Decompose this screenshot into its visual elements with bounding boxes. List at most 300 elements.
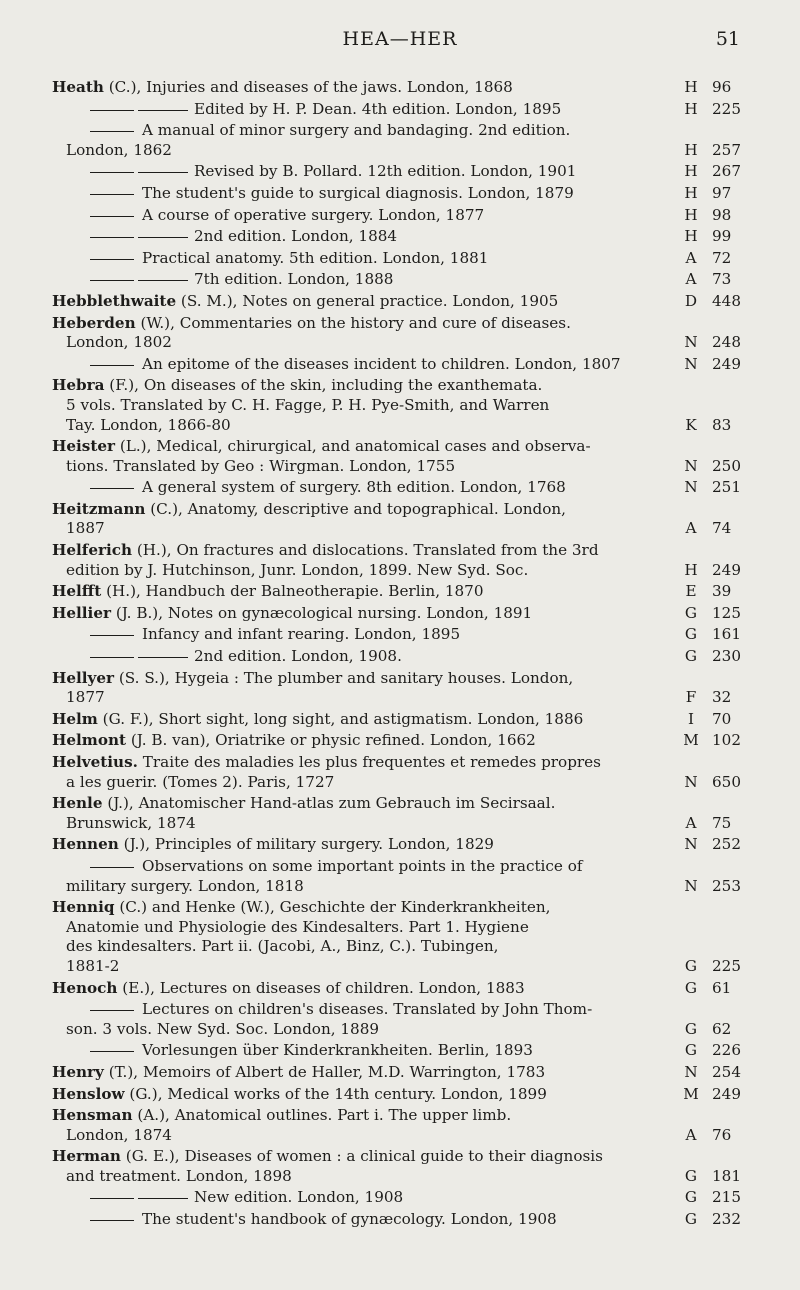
- entry-title: (G. E.), Diseases of women : a clinical guide to their diagnosis: [120, 1147, 603, 1166]
- shelf-letter: N: [684, 456, 698, 475]
- shelf-number: 97: [712, 183, 732, 202]
- entry-line: [0, 835, 800, 855]
- entry-text: [66, 773, 334, 793]
- ditto-dash: [90, 1051, 134, 1052]
- entry-line: [0, 78, 800, 98]
- shelf-number: 161: [712, 625, 741, 644]
- shelf-number: 650: [712, 772, 741, 791]
- shelf-letter: H: [684, 78, 698, 96]
- shelf-letter: A: [685, 1125, 697, 1144]
- ditto-dash: [90, 259, 134, 260]
- catalogue-entry: [0, 292, 800, 312]
- shelf-number: 61: [712, 978, 732, 997]
- catalogue-entry: [0, 1063, 800, 1083]
- entry-line: [0, 857, 800, 877]
- entry-list: [0, 78, 800, 1232]
- entry-title: (L.), Medical, chirurgical, and anatomical cases and observa-: [115, 437, 591, 456]
- shelf-number: 249: [712, 1084, 741, 1103]
- catalogue-entry: [0, 314, 800, 353]
- ditto-dash: [90, 1198, 134, 1199]
- shelf-letter: E: [685, 582, 697, 601]
- author-name: Herman: [52, 1147, 121, 1166]
- shelf-letter: D: [684, 291, 698, 310]
- entry-text: [52, 437, 591, 457]
- entry-text: [66, 957, 119, 977]
- entry-line: [0, 1126, 800, 1146]
- entry-text: [52, 314, 571, 334]
- entry-title: (J. B. van), Oriatrike or physic refined. London, 1662: [126, 731, 536, 750]
- shelf-number: 249: [712, 560, 741, 579]
- shelf-number: 99: [712, 227, 732, 246]
- entry-line: [0, 437, 800, 457]
- shelf-letter: G: [684, 1188, 698, 1207]
- entry-title: A manual of minor surgery and bandaging. 2nd edition.: [142, 121, 571, 140]
- entry-text: [52, 794, 555, 814]
- entry-line: [0, 100, 800, 120]
- shelf-letter: M: [683, 1084, 699, 1103]
- shelf-letter: K: [685, 415, 697, 434]
- entry-line: [0, 979, 800, 999]
- catalogue-entry: [0, 794, 800, 833]
- shelf-number: 73: [712, 270, 732, 289]
- entry-text: [142, 857, 583, 877]
- entry-text: [52, 582, 484, 602]
- entry-title: (G. F.), Short sight, long sight, and astigmatism. London, 1886: [97, 709, 584, 728]
- entry-line: [0, 561, 800, 581]
- catalogue-entry: [0, 206, 800, 226]
- running-title: HEA—HER: [342, 28, 458, 50]
- catalogue-entry: [0, 227, 800, 247]
- author-name: Helvetius.: [52, 753, 138, 771]
- ditto-dash: [90, 365, 134, 366]
- shelf-letter: H: [684, 227, 698, 246]
- entry-title: tions. Translated by Geo : Wirgman. London, 1755: [66, 456, 456, 475]
- entry-line: [0, 1188, 800, 1208]
- entry-title: (G.), Medical works of the 14th century. London, 1899: [124, 1084, 547, 1103]
- entry-title: Vorlesungen über Kinderkrankheiten. Berlin, 1893: [142, 1041, 533, 1060]
- entry-line: [0, 355, 800, 375]
- entry-line: [0, 416, 800, 436]
- shelf-letter: A: [685, 270, 697, 289]
- entry-text: [142, 625, 460, 645]
- shelf-number: 39: [712, 582, 732, 601]
- ditto-dash: [90, 216, 134, 217]
- shelf-number: 448: [712, 291, 741, 310]
- catalogue-entry: [0, 355, 800, 375]
- author-name: Hellier: [52, 603, 111, 622]
- entry-text: [52, 292, 558, 312]
- author-name: Henoch: [52, 978, 118, 997]
- shelf-number: 257: [712, 140, 741, 159]
- entry-line: [0, 688, 800, 708]
- shelf-letter: H: [684, 162, 698, 181]
- entry-text: [142, 184, 574, 204]
- entry-line: [0, 794, 800, 814]
- shelf-letter: A: [685, 519, 697, 538]
- entry-line: [0, 1106, 800, 1126]
- entry-text: [66, 396, 549, 416]
- entry-line: [0, 1210, 800, 1230]
- entry-text: [66, 1020, 379, 1040]
- author-name: Henle: [52, 794, 103, 813]
- catalogue-entry: [0, 835, 800, 855]
- shelf-letter: G: [684, 625, 698, 644]
- catalogue-entry: [0, 1041, 800, 1061]
- author-name: Helferich: [52, 541, 133, 560]
- catalogue-entry: [0, 162, 800, 182]
- shelf-number: 98: [712, 205, 732, 224]
- entry-line: [0, 141, 800, 161]
- shelf-letter: H: [684, 99, 698, 118]
- shelf-letter: N: [684, 478, 698, 497]
- shelf-number: 232: [712, 1210, 741, 1229]
- entry-line: [0, 957, 800, 977]
- entry-line: [0, 877, 800, 897]
- entry-text: [66, 561, 528, 581]
- catalogue-entry: [0, 710, 800, 730]
- entry-line: [0, 731, 800, 751]
- catalogue-entry: [0, 541, 800, 580]
- shelf-letter: N: [684, 1062, 698, 1081]
- entry-line: [0, 647, 800, 667]
- entry-text: [52, 979, 525, 999]
- entry-line: [0, 162, 800, 182]
- entry-line: [0, 227, 800, 247]
- catalogue-entry: [0, 898, 800, 976]
- ditto-dash: [90, 635, 134, 636]
- entry-title: London, 1802: [66, 333, 172, 352]
- shelf-number: 62: [712, 1019, 732, 1038]
- shelf-letter: N: [684, 354, 698, 373]
- entry-title: London, 1862: [66, 140, 172, 159]
- entry-title: 1881-2: [66, 956, 120, 975]
- entry-line: [0, 541, 800, 561]
- entry-title: Edited by H. P. Dean. 4th edition. London, 1895: [194, 99, 562, 118]
- ditto-dash: [90, 280, 134, 281]
- entry-text: [66, 416, 231, 436]
- shelf-number: 181: [712, 1166, 741, 1185]
- catalogue-entry: [0, 500, 800, 539]
- ditto-dash: [90, 194, 134, 195]
- entry-text: [52, 669, 573, 689]
- author-name: Heath: [52, 78, 104, 96]
- entry-text: [142, 249, 488, 269]
- shelf-number: 225: [712, 99, 741, 118]
- ditto-dash: [90, 867, 134, 868]
- entry-line: [0, 1063, 800, 1083]
- catalogue-entry: [0, 184, 800, 204]
- entry-text: [66, 519, 105, 539]
- entry-title: (S. S.), Hygeia : The plumber and sanitary houses. London,: [114, 668, 574, 687]
- entry-title: (E.), Lectures on diseases of children. London, 1883: [117, 978, 525, 997]
- author-name: Henniq: [52, 898, 115, 917]
- entry-line: [0, 206, 800, 226]
- ditto-dash: [138, 237, 188, 238]
- shelf-letter: G: [684, 1210, 698, 1229]
- entry-line: [0, 376, 800, 396]
- shelf-letter: A: [685, 813, 697, 832]
- shelf-letter: N: [684, 876, 698, 895]
- shelf-letter: G: [684, 603, 698, 622]
- entry-line: [0, 121, 800, 141]
- entry-line: [0, 773, 800, 793]
- entry-text: [142, 355, 621, 375]
- entry-title: (H.), Handbuch der Balneotherapie. Berlin, 1870: [101, 582, 484, 601]
- entry-title: (W.), Commentaries on the history and cure of diseases.: [135, 313, 571, 332]
- entry-title: 1887: [66, 519, 105, 538]
- author-name: Henry: [52, 1062, 104, 1081]
- ditto-dash: [138, 172, 188, 173]
- entry-text: [142, 206, 484, 226]
- catalogue-entry: [0, 857, 800, 896]
- entry-line: [0, 669, 800, 689]
- catalogue-entry: [0, 376, 800, 435]
- shelf-number: 70: [712, 709, 732, 728]
- author-name: Henslow: [52, 1084, 125, 1103]
- entry-title: Anatomie und Physiologie des Kindesalters. Part 1. Hygiene: [66, 917, 529, 936]
- entry-text: [142, 478, 566, 498]
- shelf-letter: H: [684, 183, 698, 202]
- catalogue-entry: [0, 604, 800, 624]
- entry-title: (T.), Memoirs of Albert de Haller, M.D. Warrington, 1783: [103, 1062, 546, 1081]
- author-name: Helm: [52, 709, 98, 728]
- author-name: Heister: [52, 437, 116, 456]
- shelf-letter: G: [684, 1041, 698, 1060]
- ditto-dash: [90, 172, 134, 173]
- entry-title: and treatment. London, 1898: [66, 1166, 292, 1185]
- shelf-number: 32: [712, 688, 732, 707]
- catalogue-entry: [0, 625, 800, 645]
- entry-text: [194, 270, 393, 290]
- entry-line: [0, 478, 800, 498]
- entry-title: (C.), Injuries and diseases of the jaws. London, 1868: [103, 78, 513, 96]
- entry-title: military surgery. London, 1818: [66, 876, 304, 895]
- entry-text: [66, 937, 498, 957]
- entry-title: A course of operative surgery. London, 1877: [142, 205, 485, 224]
- entry-title: (J.), Anatomischer Hand-atlas zum Gebrauch im Secirsaal.: [102, 794, 556, 813]
- page-number: 51: [715, 28, 740, 50]
- shelf-number: 225: [712, 956, 741, 975]
- catalogue-entry: [0, 1106, 800, 1145]
- ditto-dash: [138, 657, 188, 658]
- author-name: Hebra: [52, 376, 105, 395]
- catalogue-entry: [0, 437, 800, 476]
- shelf-number: 249: [712, 354, 741, 373]
- catalogue-entry: [0, 1000, 800, 1039]
- shelf-number: 96: [712, 78, 732, 96]
- shelf-letter: H: [684, 205, 698, 224]
- shelf-letter: A: [685, 248, 697, 267]
- entry-line: [0, 333, 800, 353]
- catalogue-entry: [0, 478, 800, 498]
- author-name: Hellyer: [52, 668, 115, 687]
- shelf-number: 226: [712, 1041, 741, 1060]
- entry-text: [66, 918, 529, 938]
- entry-text: [142, 121, 570, 141]
- entry-title: 5 vols. Translated by C. H. Fagge, P. H. Pye-Smith, and Warren: [66, 395, 550, 414]
- entry-text: [52, 376, 542, 396]
- entry-line: [0, 1085, 800, 1105]
- catalogue-entry: [0, 979, 800, 999]
- entry-title: 2nd edition. London, 1884: [194, 227, 398, 246]
- shelf-number: 125: [712, 603, 741, 622]
- entry-text: [142, 1041, 533, 1061]
- entry-title: son. 3 vols. New Syd. Soc. London, 1889: [66, 1019, 380, 1038]
- catalogue-entry: [0, 100, 800, 120]
- shelf-number: 250: [712, 456, 741, 475]
- entry-text: [66, 1167, 292, 1187]
- catalogue-entry: [0, 1147, 800, 1186]
- author-name: Helfft: [52, 582, 102, 601]
- catalogue-entry: [0, 1210, 800, 1230]
- entry-text: [52, 898, 550, 918]
- entry-title: The student's handbook of gynæcology. London, 1908: [142, 1210, 557, 1229]
- entry-title: The student's guide to surgical diagnosis. London, 1879: [142, 183, 574, 202]
- shelf-number: 74: [712, 519, 732, 538]
- shelf-letter: H: [684, 560, 698, 579]
- entry-text: [66, 814, 196, 834]
- author-name: Hensman: [52, 1106, 133, 1125]
- entry-title: Traite des maladies les plus frequentes et remedes propres: [137, 753, 601, 771]
- entry-title: London, 1874: [66, 1125, 172, 1144]
- page-header: [0, 28, 800, 58]
- shelf-letter: G: [684, 978, 698, 997]
- entry-title: An epitome of the diseases incident to children. London, 1807: [142, 354, 621, 373]
- catalogue-entry: [0, 121, 800, 160]
- entry-line: [0, 249, 800, 269]
- ditto-dash: [90, 237, 134, 238]
- entry-title: New edition. London, 1908: [194, 1188, 404, 1207]
- entry-line: [0, 1167, 800, 1187]
- ditto-dash: [90, 657, 134, 658]
- entry-line: [0, 1020, 800, 1040]
- shelf-number: 254: [712, 1062, 741, 1081]
- catalogue-entry: [0, 753, 800, 792]
- entry-title: A general system of surgery. 8th edition. London, 1768: [142, 478, 566, 497]
- entry-text: [194, 1188, 403, 1208]
- entry-title: Practical anatomy. 5th edition. London, 1881: [142, 248, 489, 267]
- entry-line: [0, 1041, 800, 1061]
- entry-line: [0, 500, 800, 520]
- entry-title: Lectures on children's diseases. Translated by John Thom-: [142, 1000, 593, 1019]
- entry-text: [66, 1126, 172, 1146]
- entry-title: a les guerir. (Tomes 2). Paris, 1727: [66, 772, 335, 791]
- entry-text: [52, 1085, 547, 1105]
- entry-text: [52, 731, 536, 751]
- entry-line: [0, 1147, 800, 1167]
- entry-line: [0, 937, 800, 957]
- entry-text: [52, 710, 583, 730]
- author-name: Hennen: [52, 835, 119, 854]
- entry-text: [142, 1210, 557, 1230]
- entry-text: [52, 500, 566, 520]
- entry-title: (F.), On diseases of the skin, including the exanthemata.: [104, 376, 543, 395]
- ditto-dash: [90, 131, 134, 132]
- author-name: Heitzmann: [52, 499, 146, 518]
- catalogue-entry: [0, 270, 800, 290]
- entry-title: edition by J. Hutchinson, Junr. London, 1899. New Syd. Soc.: [66, 560, 529, 579]
- entry-line: [0, 396, 800, 416]
- shelf-number: 251: [712, 478, 741, 497]
- ditto-dash: [90, 488, 134, 489]
- entry-text: [66, 688, 105, 708]
- entry-text: [52, 835, 494, 855]
- entry-text: [52, 1063, 545, 1083]
- catalogue-entry: [0, 731, 800, 751]
- entry-title: Revised by B. Pollard. 12th edition. London, 1901: [194, 162, 577, 181]
- entry-title: (C.), Anatomy, descriptive and topographical. London,: [145, 499, 566, 518]
- entry-line: [0, 898, 800, 918]
- shelf-letter: N: [684, 772, 698, 791]
- shelf-number: 75: [712, 813, 732, 832]
- entry-line: [0, 314, 800, 334]
- entry-title: (J. B.), Notes on gynæcological nursing. London, 1891: [111, 603, 533, 622]
- ditto-dash: [138, 280, 188, 281]
- catalogue-entry: [0, 647, 800, 667]
- shelf-number: 248: [712, 333, 741, 352]
- entry-title: des kindesalters. Part ii. (Jacobi, A., Binz, C.). Tubingen,: [66, 937, 499, 956]
- shelf-letter: H: [684, 140, 698, 159]
- shelf-letter: G: [684, 1166, 698, 1185]
- shelf-letter: I: [688, 709, 694, 728]
- catalogue-entry: [0, 1188, 800, 1208]
- shelf-number: 230: [712, 647, 741, 666]
- shelf-number: 72: [712, 248, 732, 267]
- ditto-dash: [90, 1220, 134, 1221]
- entry-title: Observations on some important points in the practice of: [142, 856, 583, 875]
- entry-title: 7th edition. London, 1888: [194, 270, 394, 289]
- entry-text: [52, 604, 532, 624]
- entry-title: Brunswick, 1874: [66, 813, 196, 832]
- shelf-letter: F: [685, 688, 697, 707]
- entry-title: 2nd edition. London, 1908.: [194, 647, 402, 666]
- entry-text: [66, 877, 304, 897]
- entry-text: [52, 1106, 511, 1126]
- entry-text: [52, 753, 601, 773]
- entry-text: [66, 141, 172, 161]
- shelf-number: 83: [712, 415, 732, 434]
- entry-line: [0, 457, 800, 477]
- shelf-letter: N: [684, 333, 698, 352]
- entry-line: [0, 918, 800, 938]
- shelf-number: 252: [712, 835, 741, 854]
- entry-text: [66, 333, 172, 353]
- shelf-letter: N: [684, 835, 698, 854]
- entry-title: 1877: [66, 688, 105, 707]
- entry-line: [0, 270, 800, 290]
- catalogue-entry: [0, 78, 800, 98]
- entry-line: [0, 710, 800, 730]
- entry-title: (H.), On fractures and dislocations. Translated from the 3rd: [132, 541, 599, 560]
- author-name: Hebblethwaite: [52, 291, 177, 310]
- entry-text: [194, 162, 576, 182]
- entry-line: [0, 184, 800, 204]
- shelf-number: 267: [712, 162, 741, 181]
- entry-title: (S. M.), Notes on general practice. London, 1905: [176, 291, 559, 310]
- ditto-dash: [90, 110, 134, 111]
- catalogue-entry: [0, 1085, 800, 1105]
- shelf-letter: G: [684, 1019, 698, 1038]
- shelf-number: 215: [712, 1188, 741, 1207]
- entry-text: [52, 1147, 603, 1167]
- entry-line: [0, 1000, 800, 1020]
- entry-line: [0, 814, 800, 834]
- entry-text: [52, 541, 599, 561]
- shelf-number: 253: [712, 876, 741, 895]
- author-name: Helmont: [52, 731, 127, 750]
- entry-title: (C.) and Henke (W.), Geschichte der Kinderkrankheiten,: [114, 898, 551, 917]
- entry-title: (J.), Principles of military surgery. London, 1829: [118, 835, 494, 854]
